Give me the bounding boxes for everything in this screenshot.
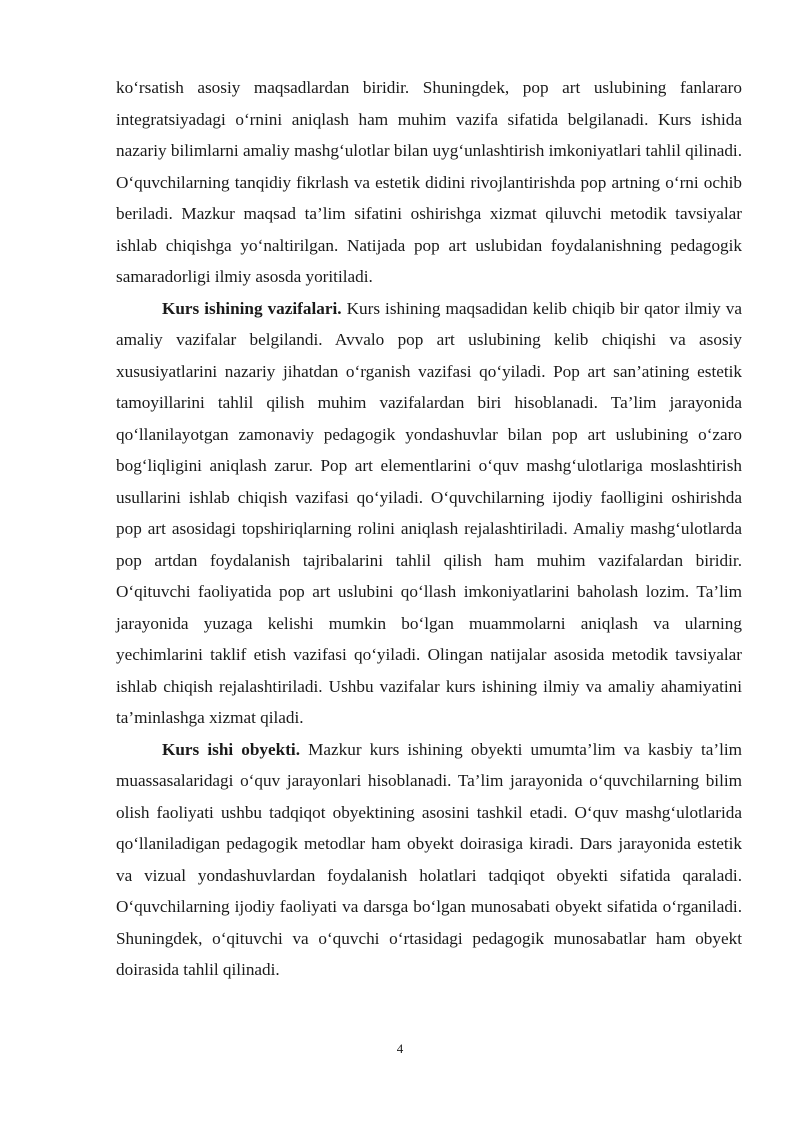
section-heading-object: Kurs ishi obyekti.	[162, 739, 300, 759]
paragraph-object	[116, 734, 742, 986]
section-text-object: Mazkur kurs ishining obyekti umumta’lim va kasbiy ta’lim muassasalaridagi o‘quv jarayonlari hisoblanadi. Ta’lim jarayonida o‘quvchilarning bilim olish faoliyati ushbu tadqiqot obyektining asosini tashkil etadi. O‘quv mashg‘ulotlarida qo‘llaniladigan pedagogik metodlar ham obyekt doirasiga kiradi. Dars jarayonida estetik va vizual yondashuvlardan foydalanish holatlari tadqiqot obyekti sifatida qaraladi. O‘quvchilarning ijodiy faoliyati va darsga bo‘lgan munosabati obyekt sifatida o‘rganiladi. Shuningdek, o‘qituvchi va o‘quvchi o‘rtasidagi pedagogik munosabatlar ham obyekt doirasida tahlil qilinadi.	[116, 739, 742, 979]
section-heading-tasks: Kurs ishining vazifalari.	[162, 298, 342, 318]
body-text	[116, 72, 742, 986]
paragraph-tasks	[116, 293, 742, 734]
page-number: 4	[396, 1041, 404, 1056]
paragraph-intro-continued: ko‘rsatish asosiy maqsadlardan biridir. Shuningdek, pop art uslubining fanlararo integratsiyadagi o‘rnini aniqlash ham muhim vazifa sifatida belgilanadi. Kurs ishida nazariy bilimlarni amaliy mashg‘ulotlar bilan uyg‘unlashtirish imkoniyatlari tahlil qilinadi. O‘quvchilarning tanqidiy fikrlash va estetik didini rivojlantirishda pop artning o‘rni ochib beriladi. Mazkur maqsad ta’lim sifatini oshirishga xizmat qiluvchi metodik tavsiyalar ishlab chiqishga yo‘naltirilgan. Natijada pop art uslubidan foydalanishning pedagogik samaradorligi ilmiy asosda yoritiladi.	[116, 78, 742, 286]
section-text-tasks: Kurs ishining maqsadidan kelib chiqib bir qator ilmiy va amaliy vazifalar belgilandi. Avvalo pop art uslubining kelib chiqishi va asosiy xususiyatlarini nazariy jihatdan o‘rganish vazifasi qo‘yiladi. Pop art san’atining estetik tamoyillarini tahlil qilish muhim vazifalardan biri hisoblanadi. Ta’lim jarayonida qo‘llanilayotgan zamonaviy pedagogik yondashuvlar bilan pop art uslubining o‘zaro bog‘liqligini aniqlash zarur. Pop art elementlarini o‘quv mashg‘ulotlariga moslashtirish usullarini ishlab chiqish vazifasi qo‘yiladi. O‘quvchilarning ijodiy faolligini oshirishda pop art asosidagi topshiriqlarning rolini aniqlash rejalashtiriladi. Amaliy mashg‘ulotlarda pop artdan foydalanish tajribalarini tahlil qilish ham muhim vazifalardan biridir. O‘qituvchi faoliyatida pop art uslubini qo‘llash imkoniyatlarini baholash lozim. Ta’lim jarayonida yuzaga kelishi mumkin bo‘lgan muammolarni aniqlash va ularning yechimlarini taklif etish vazifasi qo‘yiladi. Olingan natijalar asosida metodik tavsiyalar ishlab chiqish rejalashtiriladi. Ushbu vazifalar kurs ishining ilmiy va amaliy ahamiyatini ta’minlashga xizmat qiladi.	[116, 298, 742, 727]
